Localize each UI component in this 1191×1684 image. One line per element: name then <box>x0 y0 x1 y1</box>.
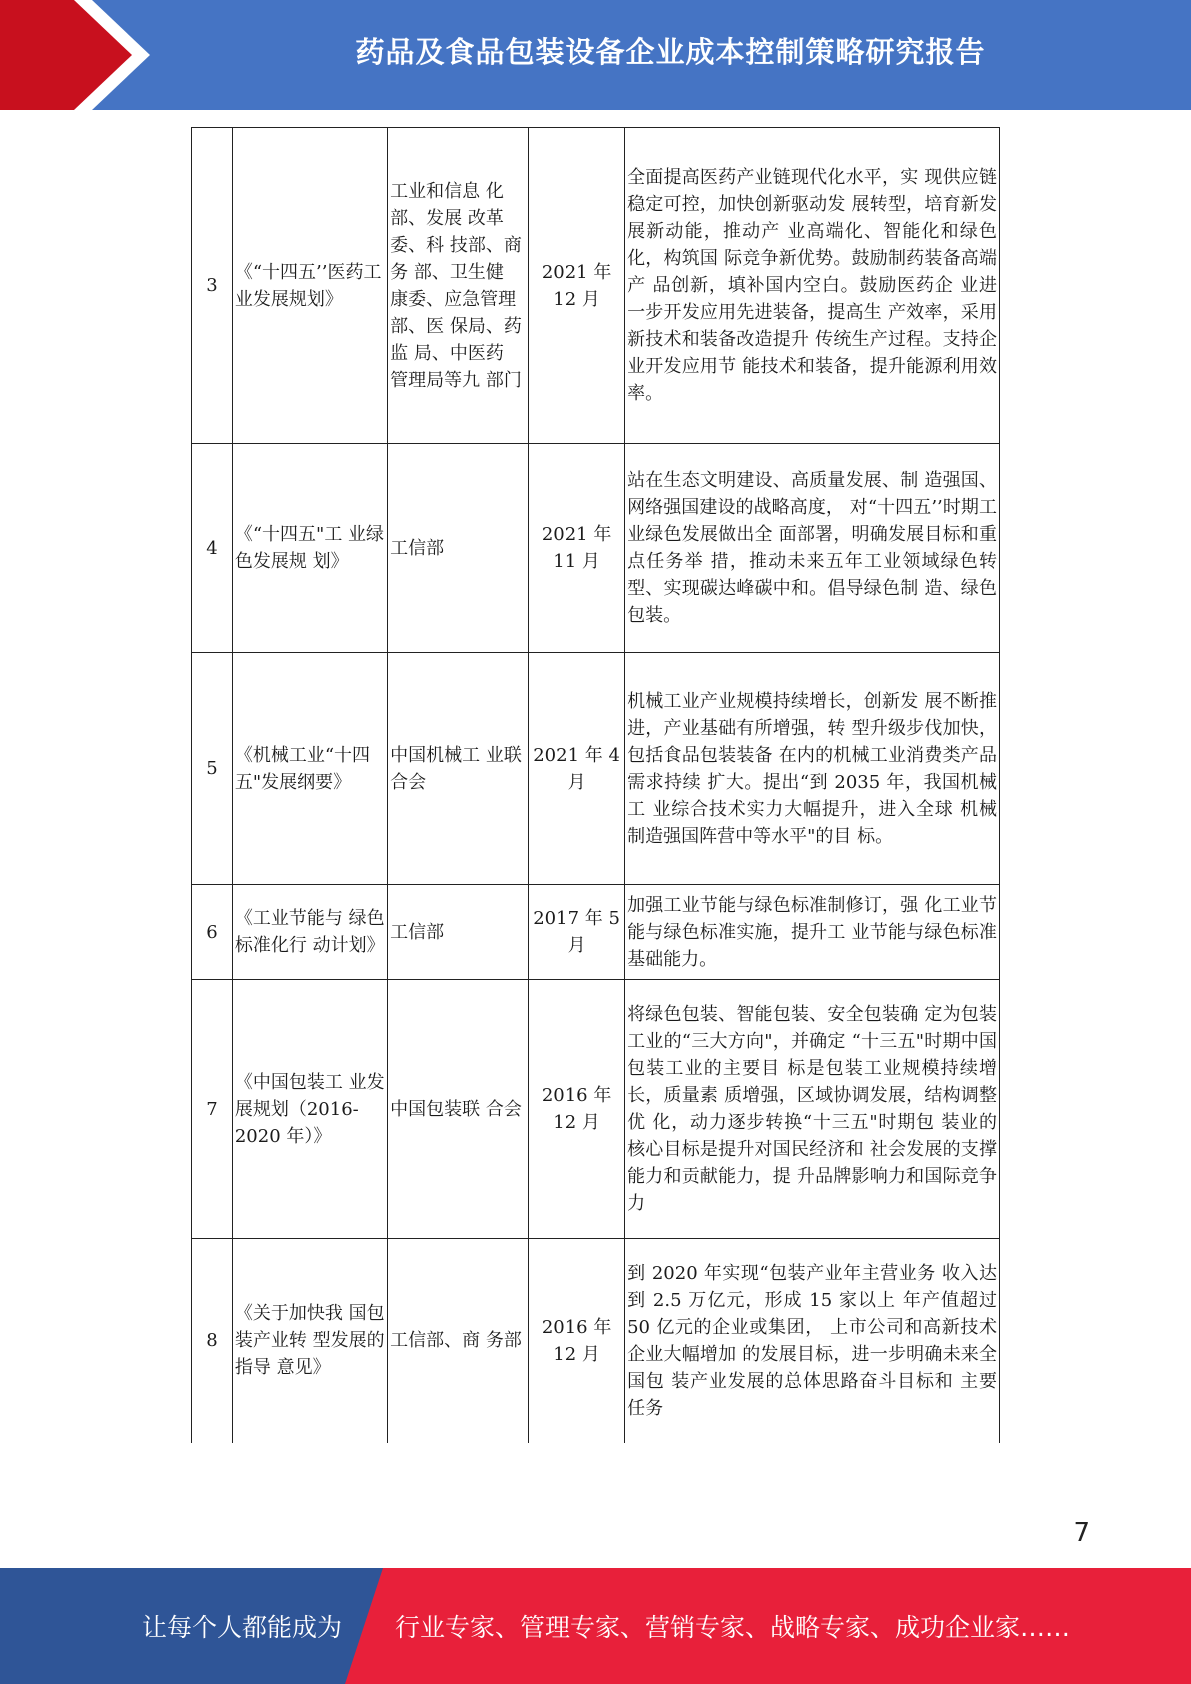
issue-date: 2021 年 12 月 <box>529 128 625 444</box>
page-number: 7 <box>1073 1518 1090 1548</box>
row-number: 7 <box>192 980 233 1239</box>
issuing-department: 工信部 <box>388 444 529 653</box>
policy-name: 《关于加快我 国包装产业转 型发展的指导 意见》 <box>232 1239 387 1443</box>
policy-table <box>191 127 1000 1443</box>
policy-name: 《中国包装工 业发展规划（2016-2020 年）》 <box>232 980 387 1239</box>
policy-content: 将绿色包装、智能包装、安全包装确 定为包装工业的“三大方向"，并确定 “十三五"时期中国包装工业的主要目 标是包装工业规模持续增长，质量素 质增强，区域协调发展，结构调整优 化，动力逐步转换“十三五"时期包 装业的核心目标是提升对国民经济和 社会发展的支撑能力和贡献能力，提 升品牌影响力和国际竞争力 <box>625 980 1000 1239</box>
policy-content: 全面提高医药产业链现代化水平，实 现供应链稳定可控，加快创新驱动发 展转型，培育新发展新动能，推动产 业高端化、智能化和绿色化，构筑国 际竞争新优势。鼓励制药装备高端产 品创新，填补国内空白。鼓励医药企 业进一步开发应用先进装备，提高生 产效率，采用新技术和装备改造提升 传统生产过程。支持企业开发应用节 能技术和装备，提升能源利用效率。 <box>625 128 1000 444</box>
policy-name: 《机械工业“十四五"发展纲要》 <box>232 653 387 885</box>
issuing-department: 中国机械工 业联合会 <box>388 653 529 885</box>
issuing-department: 工业和信息 化部、发展 改革委、科 技部、商务 部、卫生健 康委、应急管理部、医 保局、药监 局、中医药 管理局等九 部门 <box>388 128 529 444</box>
page-footer <box>0 1568 1191 1684</box>
footer-slogan-lead: 让每个人都能成为 <box>142 1613 343 1642</box>
row-number: 4 <box>192 444 233 653</box>
report-title: 药品及食品包装设备企业成本控制策略研究报告 <box>355 34 986 69</box>
policy-content: 机械工业产业规模持续增长，创新发 展不断推进，产业基础有所增强，转 型升级步伐加快，包括食品包装装备 在内的机械工业消费类产品需求持续 扩大。提出“到 2035 年，我国机械工 业综合技术实力大幅提升，进入全球 机械制造强国阵营中等水平"的目 标。 <box>625 653 1000 885</box>
issuing-department: 中国包装联 合会 <box>388 980 529 1239</box>
table-row <box>192 980 1000 1239</box>
policy-content: 站在生态文明建设、高质量发展、制 造强国、网络强国建设的战略高度， 对“十四五’’时期工业绿色发展做出全 面部署，明确发展目标和重点任务举 措，推动未来五年工业领域绿色转 型、实现碳达峰碳中和。倡导绿色制 造、绿色包装。 <box>625 444 1000 653</box>
row-number: 8 <box>192 1239 233 1443</box>
row-number: 5 <box>192 653 233 885</box>
policy-name: 《工业节能与 绿色标准化行 动计划》 <box>232 885 387 980</box>
issue-date: 2016 年 12 月 <box>529 980 625 1239</box>
issue-date: 2017 年 5 月 <box>529 885 625 980</box>
policy-content: 加强工业节能与绿色标准制修订，强 化工业节能与绿色标准实施，提升工 业节能与绿色标准基础能力。 <box>625 885 1000 980</box>
table-row <box>192 1239 1000 1443</box>
issue-date: 2021 年 4 月 <box>529 653 625 885</box>
table-row <box>192 885 1000 980</box>
row-number: 3 <box>192 128 233 444</box>
policy-name: 《“十四五"工 业绿色发展规 划》 <box>232 444 387 653</box>
issuing-department: 工信部、商 务部 <box>388 1239 529 1443</box>
footer-slogan-roles: 行业专家、管理专家、营销专家、战略专家、成功企业家…… <box>395 1613 1071 1642</box>
page-header <box>0 0 1191 110</box>
policy-content: 到 2020 年实现“包装产业年主营业务 收入达到 2.5 万亿元，形成 15 家以上 年产值超过 50 亿元的企业或集团， 上市公司和高新技术企业大幅增加 的发展目标，进一步明确未来全国包 装产业发展的总体思路奋斗目标和 主要任务 <box>625 1239 1000 1443</box>
issuing-department: 工信部 <box>388 885 529 980</box>
issue-date: 2021 年 11 月 <box>529 444 625 653</box>
row-number: 6 <box>192 885 233 980</box>
policy-name: 《“十四五’’医药工业发展规划》 <box>232 128 387 444</box>
table-row <box>192 444 1000 653</box>
table-row <box>192 128 1000 444</box>
issue-date: 2016 年 12 月 <box>529 1239 625 1443</box>
table-row <box>192 653 1000 885</box>
